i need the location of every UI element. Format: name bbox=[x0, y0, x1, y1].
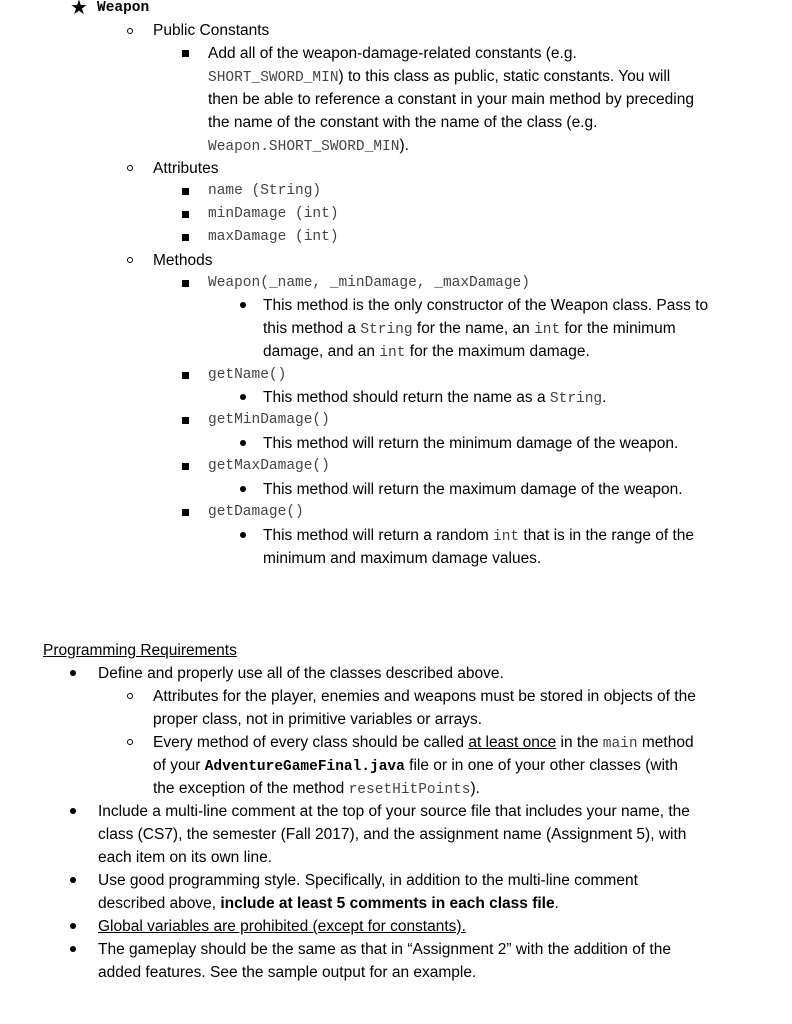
requirement-1: Define and properly use all of the classes described above. bbox=[98, 665, 504, 682]
square-bullet-icon bbox=[182, 372, 189, 379]
square-bullet-icon bbox=[182, 463, 189, 470]
square-bullet-icon bbox=[182, 509, 189, 516]
getmaxdamage-desc: This method will return the maximum damage of the weapon. bbox=[263, 481, 683, 498]
constants-text-line4: the name of the constant with the name of the class (e.g. bbox=[208, 114, 598, 131]
attributes-heading: Attributes bbox=[153, 160, 219, 177]
constants-text-line1: Add all of the weapon-damage-related constants (e.g. bbox=[208, 45, 577, 62]
getdamage-desc-line1: This method will return a random int that is in the range of the bbox=[263, 527, 695, 545]
hollow-bullet-icon bbox=[127, 739, 133, 745]
requirement-1b-line1: Every method of every class should be called at least once in the main method bbox=[153, 734, 694, 752]
attribute-item: name (String) bbox=[208, 183, 322, 199]
attribute-item: minDamage (int) bbox=[208, 206, 339, 222]
requirement-2-line3: each item on its own line. bbox=[98, 849, 273, 866]
weapon-title: Weapon bbox=[97, 0, 150, 16]
constructor-desc-line3: damage, and an int for the maximum damage. bbox=[263, 343, 590, 361]
dot-bullet-icon bbox=[240, 302, 246, 308]
square-bullet-icon bbox=[182, 50, 189, 57]
requirement-5-line1: The gameplay should be the same as that in “Assignment 2” with the addition of the bbox=[98, 941, 671, 958]
dot-bullet-icon bbox=[240, 486, 246, 492]
getname-signature: getName() bbox=[208, 367, 287, 383]
getmaxdamage-signature: getMaxDamage() bbox=[208, 458, 330, 474]
square-bullet-icon bbox=[182, 211, 189, 218]
attribute-item: maxDamage (int) bbox=[208, 229, 339, 245]
methods-heading: Methods bbox=[153, 252, 213, 269]
requirements-heading: Programming Requirements bbox=[43, 642, 237, 659]
hollow-bullet-icon bbox=[127, 28, 133, 34]
requirement-1a-line1: Attributes for the player, enemies and weapons must be stored in objects of the bbox=[153, 688, 696, 705]
hollow-bullet-icon bbox=[127, 257, 133, 263]
requirement-3-line2: described above, include at least 5 comments in each class file. bbox=[98, 895, 559, 912]
square-bullet-icon bbox=[182, 280, 189, 287]
constants-text-line3: then be able to reference a constant in your main method by preceding bbox=[208, 91, 694, 108]
requirement-2-line1: Include a multi-line comment at the top of your source file that includes your name, the bbox=[98, 803, 690, 820]
requirement-1b-line3: the exception of the method resetHitPoints). bbox=[153, 780, 480, 798]
getmindamage-signature: getMinDamage() bbox=[208, 412, 330, 428]
public-constants-heading: Public Constants bbox=[153, 22, 270, 39]
getname-desc: This method should return the name as a String. bbox=[263, 389, 607, 407]
hollow-bullet-icon bbox=[127, 165, 133, 171]
hollow-bullet-icon bbox=[127, 693, 133, 699]
constructor-desc-line1: This method is the only constructor of the Weapon class. Pass to bbox=[263, 297, 709, 314]
dot-bullet-icon bbox=[70, 808, 76, 814]
requirement-1b-line2: of your AdventureGameFinal.java file or in one of your other classes (with bbox=[153, 757, 678, 775]
dot-bullet-icon bbox=[70, 946, 76, 952]
getdamage-signature: getDamage() bbox=[208, 504, 304, 520]
constants-text-line2: SHORT_SWORD_MIN) to this class as public, static constants. You will bbox=[208, 68, 671, 86]
getmindamage-desc: This method will return the minimum damage of the weapon. bbox=[263, 435, 679, 452]
requirement-1a-line2: proper class, not in primitive variables or arrays. bbox=[153, 711, 483, 728]
dot-bullet-icon bbox=[240, 532, 246, 538]
constants-text-line5: Weapon.SHORT_SWORD_MIN). bbox=[208, 137, 409, 155]
requirement-3-line1: Use good programming style. Specifically, in addition to the multi-line comment bbox=[98, 872, 638, 889]
getdamage-desc-line2: minimum and maximum damage values. bbox=[263, 550, 542, 567]
square-bullet-icon bbox=[182, 188, 189, 195]
dot-bullet-icon bbox=[70, 670, 76, 676]
dot-bullet-icon bbox=[70, 877, 76, 883]
dot-bullet-icon bbox=[70, 923, 76, 929]
star-icon: ★ bbox=[70, 0, 88, 19]
dot-bullet-icon bbox=[240, 394, 246, 400]
constructor-signature: Weapon(_name, _minDamage, _maxDamage) bbox=[208, 275, 530, 291]
square-bullet-icon bbox=[182, 417, 189, 424]
dot-bullet-icon bbox=[240, 440, 246, 446]
requirement-5-line2: added features. See the sample output for an example. bbox=[98, 964, 477, 981]
square-bullet-icon bbox=[182, 234, 189, 241]
requirement-2-line2: class (CS7), the semester (Fall 2017), and the assignment name (Assignment 5), with bbox=[98, 826, 687, 843]
constructor-desc-line2: this method a String for the name, an int for the minimum bbox=[263, 320, 676, 338]
requirement-4: Global variables are prohibited (except for constants). bbox=[98, 918, 466, 935]
